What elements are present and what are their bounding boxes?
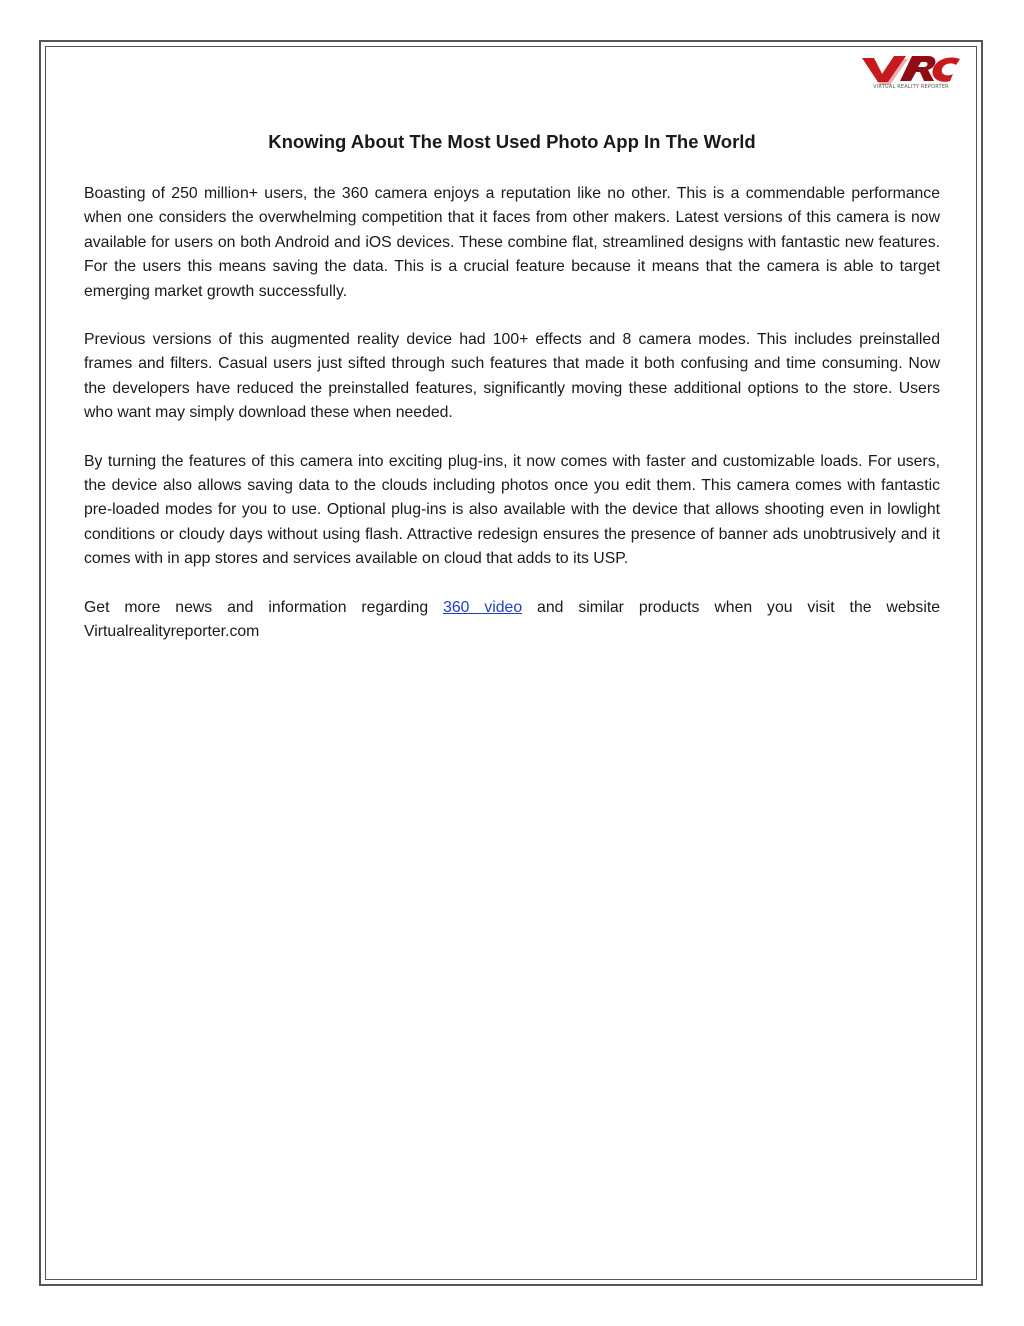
vrr-logo-mark: [860, 53, 962, 85]
closing-text-before: Get more news and information regarding: [84, 598, 444, 616]
paragraph-2: Previous versions of this augmented reality device had 100+ effects and 8 camera modes. This includes preinstalled frames and filters. Casual users just sifted through such features that made it both confusing and time consuming. Now the developers have reduced the preinstalled features, significantly moving these additional options to the store. Users who want may simply download these when needed.: [84, 331, 940, 422]
closing-text-after: and similar products when you visit the website Virtualrealityreporter.com: [84, 598, 940, 641]
document-body: [84, 182, 940, 669]
closing-paragraph: [84, 596, 940, 645]
logo-caption: VIRTUAL REALITY REPORTER: [873, 84, 949, 90]
360-video-link[interactable]: 360 video: [443, 598, 523, 616]
document-title: Knowing About The Most Used Photo App In The World: [268, 131, 756, 152]
paragraph-1: Boasting of 250 million+ users, the 360 camera enjoys a reputation like no other. This is a commendable performance when one considers the overwhelming competition that it faces from other makers. Latest versions of this camera is now available for users on both Android and iOS devices. These combine flat, streamlined designs with fantastic new features. For the users this means saving the data. This is a crucial feature because it means that the camera is able to target emerging market growth successfully.: [84, 185, 940, 300]
paragraph-3: By turning the features of this camera into exciting plug-ins, it now comes with faster and customizable loads. For users, the device also allows saving data to the clouds including photos once you edit them. This camera comes with fantastic pre-loaded modes for you to use. Optional plug-ins is also available with the device that allows shooting even in lowlight conditions or cloudy days without using flash. Attractive redesign ensures the presence of banner ads unobtrusively and it comes with in app stores and services available on cloud that adds to its USP.: [84, 452, 940, 568]
